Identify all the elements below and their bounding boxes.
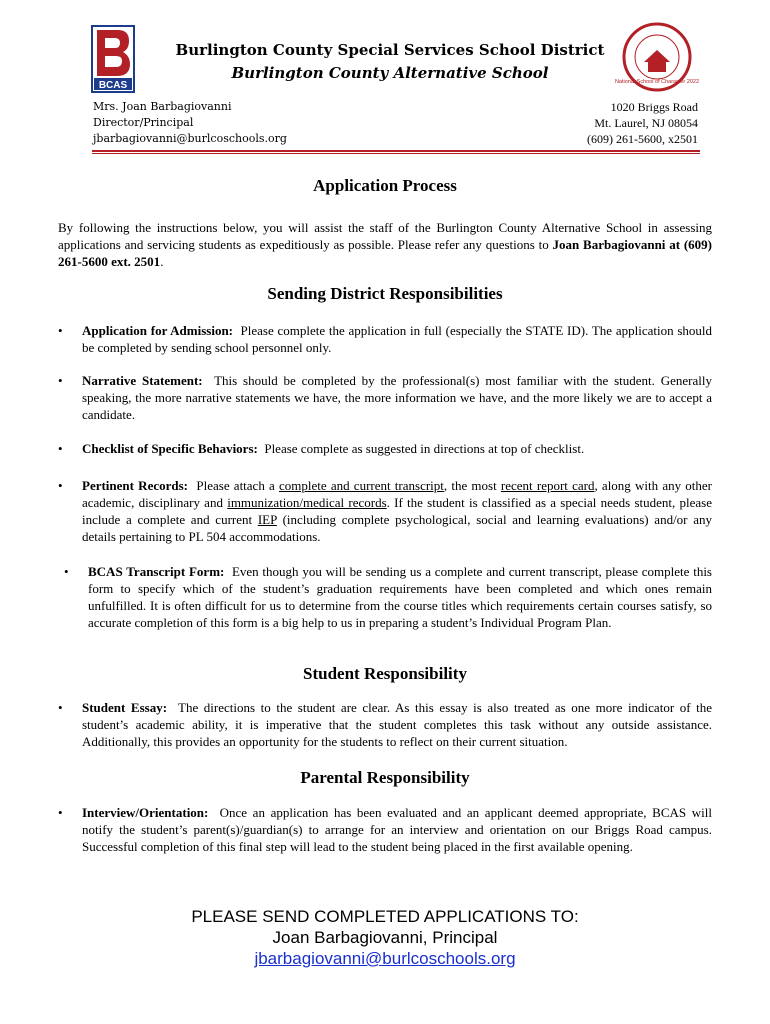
parental-responsibility-heading: Parental Responsibility	[300, 768, 470, 787]
director-email[interactable]: jbarbagiovanni@burlcoschools.org	[93, 132, 287, 145]
district-name: Burlington County Special Services School District	[175, 41, 605, 59]
iep-text: IEP	[257, 512, 277, 527]
list-item	[58, 699, 712, 750]
bullet-icon: •	[64, 564, 69, 579]
school-of-character-seal	[614, 22, 700, 92]
bullet-icon: •	[58, 700, 63, 715]
list-item	[58, 440, 712, 457]
bullet-icon: •	[58, 805, 63, 820]
contact-right	[587, 99, 698, 147]
intro-text: By following the instructions below, you will assist the staff of the Burlington County Alternative School in assessing applications and servicing students as expeditiously as possible. Please refer any questions to	[58, 220, 712, 252]
item-text: (including complete psychological, social and learning evaluations) and/or any details pertaining to PL 504 accommodations.	[82, 512, 712, 544]
item-label: Narrative Statement:	[82, 373, 203, 388]
item-text: Please attach a	[196, 478, 279, 493]
footer-recipient: Joan Barbagiovanni, Principal	[272, 928, 498, 947]
item-label: Student Essay:	[82, 700, 168, 715]
list-item	[58, 477, 712, 545]
item-label: Checklist of Specific Behaviors:	[82, 441, 258, 456]
item-label: Application for Admission:	[82, 323, 234, 338]
bullet-icon: •	[58, 323, 63, 338]
header-divider	[92, 150, 700, 154]
item-label: Pertinent Records:	[82, 478, 188, 493]
item-label: Interview/Orientation:	[82, 805, 209, 820]
item-text: . If the student is classified as a special needs student, please include a complete and current	[82, 495, 712, 527]
director-title: Director/Principal	[93, 116, 194, 129]
item-text: Even though you will be sending us a complete and current transcript, please complete this form to specify which of the student’s graduation requirements have been completed and which ones remain unfulfilled. It is often difficult for us to determine from the course titles which requirements certain courses satisfy, so accurate completion of this form is a big help to us in preparing a student’s Individual Program Plan.	[88, 564, 712, 630]
item-text: , along with any other academic, disciplinary and	[82, 478, 712, 510]
footer-instruction: PLEASE SEND COMPLETED APPLICATIONS TO:	[191, 907, 579, 926]
director-name: Mrs. Joan Barbagiovanni	[93, 100, 232, 113]
sending-district-heading: Sending District Responsibilities	[267, 284, 503, 303]
bcas-logo	[92, 26, 134, 92]
bullet-icon: •	[58, 373, 63, 388]
item-label: BCAS Transcript Form:	[88, 564, 225, 579]
item-text: The directions to the student are clear. As this essay is also treated as one more indicator of the student’s academic ability, it is imperative that the student completes this task without any outside assistance. Additionally, this provides an opportunity for the students to reflect on their current situation.	[82, 700, 713, 749]
list-item	[58, 563, 712, 631]
student-responsibility-heading: Student Responsibility	[303, 664, 467, 683]
transcript-link-text: complete and current transcript	[279, 478, 444, 493]
seal-text: National School of Character 2022	[614, 79, 700, 85]
submission-footer	[0, 906, 770, 969]
intro-end: .	[160, 254, 164, 269]
logo-text: BCAS	[98, 80, 128, 91]
medical-records-text: immunization/medical records	[227, 495, 387, 510]
school-name: Burlington County Alternative School	[231, 64, 549, 82]
report-card-text: recent report card	[500, 478, 595, 493]
list-item	[58, 322, 712, 356]
address-street: 1020 Briggs Road	[610, 100, 698, 114]
intro-contact: Joan Barbagiovanni at (609) 261-5600 ext. 2501	[58, 237, 712, 269]
phone-number: (609) 261-5600, x2501	[587, 132, 698, 146]
item-text: Once an application has been evaluated and an applicant deemed appropriate, BCAS will notify the student’s parent(s)/guardian(s) to arrange for an interview and orientation on our Briggs Road campus. Successful completion of this final step will lead to the student being placed in the first available opening.	[82, 805, 712, 854]
list-item	[58, 372, 712, 423]
item-text: Please complete the application in full (especially the STATE ID). The application should be completed by sending school personnel only.	[82, 323, 712, 355]
footer-email-link[interactable]: jbarbagiovanni@burlcoschools.org	[254, 949, 516, 968]
item-text: Please complete as suggested in directions at top of checklist.	[264, 441, 585, 456]
list-item	[58, 804, 712, 855]
bullet-icon: •	[58, 441, 63, 456]
address-city: Mt. Laurel, NJ 08054	[594, 116, 698, 130]
intro-paragraph	[58, 219, 712, 270]
item-text: This should be completed by the professional(s) most familiar with the student. Generally speaking, the more narrative statements we have, the more information we have, and the more likely we are to accept a candidate.	[82, 373, 712, 422]
contact-left	[93, 99, 287, 147]
bullet-icon: •	[58, 478, 63, 493]
application-process-heading: Application Process	[313, 176, 457, 195]
item-text: , the most	[443, 478, 501, 493]
